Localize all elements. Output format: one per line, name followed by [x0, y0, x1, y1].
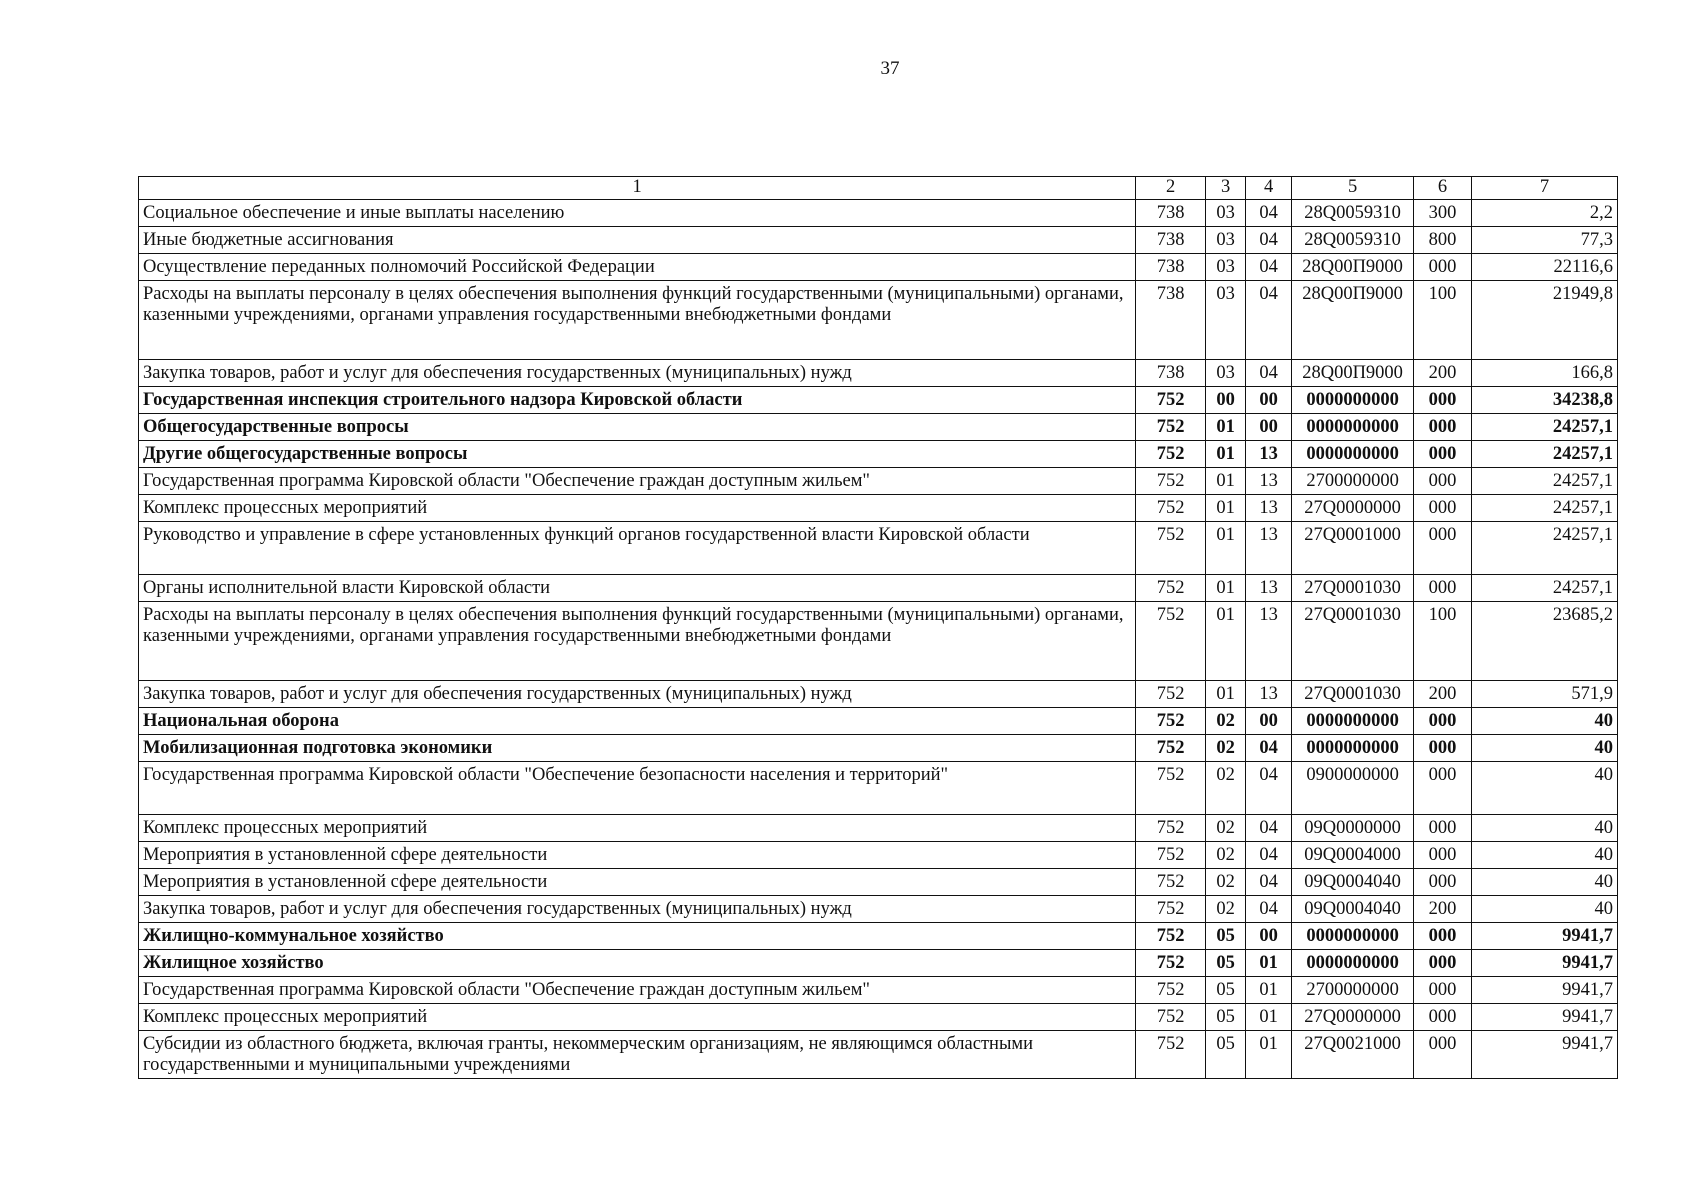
header-cell-5: 5	[1292, 177, 1414, 200]
header-cell-3: 3	[1206, 177, 1246, 200]
row-ministry-code: 752	[1136, 468, 1206, 495]
row-ministry-code: 752	[1136, 441, 1206, 468]
row-ministry-code: 738	[1136, 360, 1206, 387]
row-section-code: 01	[1206, 602, 1246, 681]
row-section-code: 02	[1206, 842, 1246, 869]
row-subsection-code: 01	[1246, 1031, 1292, 1079]
row-subsection-code: 13	[1246, 522, 1292, 575]
row-name: Социальное обеспечение и иные выплаты населению	[139, 200, 1136, 227]
row-section-code: 03	[1206, 281, 1246, 360]
table-row	[139, 575, 1618, 602]
row-expense-type: 000	[1414, 923, 1472, 950]
row-name: Закупка товаров, работ и услуг для обеспечения государственных (муниципальных) нужд	[139, 360, 1136, 387]
row-expense-type: 000	[1414, 950, 1472, 977]
row-ministry-code: 752	[1136, 950, 1206, 977]
row-expense-type: 000	[1414, 869, 1472, 896]
row-section-code: 01	[1206, 681, 1246, 708]
row-target-code: 28Q0059310	[1292, 200, 1414, 227]
row-ministry-code: 752	[1136, 1004, 1206, 1031]
row-target-code: 0900000000	[1292, 762, 1414, 815]
row-subsection-code: 04	[1246, 360, 1292, 387]
row-expense-type: 000	[1414, 575, 1472, 602]
row-subsection-code: 04	[1246, 896, 1292, 923]
row-name: Национальная оборона	[139, 708, 1136, 735]
row-ministry-code: 752	[1136, 896, 1206, 923]
row-amount: 40	[1472, 842, 1618, 869]
row-expense-type: 000	[1414, 708, 1472, 735]
row-expense-type: 000	[1414, 468, 1472, 495]
row-ministry-code: 752	[1136, 681, 1206, 708]
row-name: Мобилизационная подготовка экономики	[139, 735, 1136, 762]
row-expense-type: 000	[1414, 441, 1472, 468]
row-subsection-code: 13	[1246, 495, 1292, 522]
row-name: Закупка товаров, работ и услуг для обеспечения государственных (муниципальных) нужд	[139, 681, 1136, 708]
row-amount: 571,9	[1472, 681, 1618, 708]
row-target-code: 0000000000	[1292, 441, 1414, 468]
table-row	[139, 735, 1618, 762]
row-subsection-code: 04	[1246, 254, 1292, 281]
row-target-code: 28Q0059310	[1292, 227, 1414, 254]
row-amount: 34238,8	[1472, 387, 1618, 414]
row-amount: 22116,6	[1472, 254, 1618, 281]
header-cell-2: 2	[1136, 177, 1206, 200]
table-row	[139, 708, 1618, 735]
row-subsection-code: 13	[1246, 602, 1292, 681]
row-amount: 40	[1472, 735, 1618, 762]
row-amount: 24257,1	[1472, 495, 1618, 522]
row-target-code: 0000000000	[1292, 414, 1414, 441]
row-amount: 21949,8	[1472, 281, 1618, 360]
row-target-code: 27Q0021000	[1292, 1031, 1414, 1079]
row-subsection-code: 13	[1246, 468, 1292, 495]
row-expense-type: 000	[1414, 414, 1472, 441]
header-row	[139, 177, 1618, 200]
table-row	[139, 227, 1618, 254]
table-row	[139, 468, 1618, 495]
row-ministry-code: 738	[1136, 227, 1206, 254]
row-target-code: 2700000000	[1292, 468, 1414, 495]
row-section-code: 01	[1206, 414, 1246, 441]
row-expense-type: 200	[1414, 360, 1472, 387]
row-subsection-code: 04	[1246, 815, 1292, 842]
row-name: Жилищно-коммунальное хозяйство	[139, 923, 1136, 950]
table-row	[139, 896, 1618, 923]
row-ministry-code: 752	[1136, 977, 1206, 1004]
row-amount: 9941,7	[1472, 950, 1618, 977]
table-row	[139, 441, 1618, 468]
row-name: Комплекс процессных мероприятий	[139, 815, 1136, 842]
row-ministry-code: 752	[1136, 522, 1206, 575]
table-row	[139, 842, 1618, 869]
table-row	[139, 950, 1618, 977]
row-section-code: 03	[1206, 254, 1246, 281]
header-cell-1: 1	[139, 177, 1136, 200]
table-row	[139, 495, 1618, 522]
row-ministry-code: 752	[1136, 708, 1206, 735]
row-target-code: 28Q00П9000	[1292, 254, 1414, 281]
row-target-code: 2700000000	[1292, 977, 1414, 1004]
row-section-code: 05	[1206, 950, 1246, 977]
row-target-code: 27Q0001030	[1292, 602, 1414, 681]
table-row	[139, 762, 1618, 815]
header-cell-6: 6	[1414, 177, 1472, 200]
row-expense-type: 000	[1414, 735, 1472, 762]
row-target-code: 09Q0004000	[1292, 842, 1414, 869]
row-subsection-code: 01	[1246, 950, 1292, 977]
row-subsection-code: 13	[1246, 681, 1292, 708]
row-name: Мероприятия в установленной сфере деятельности	[139, 842, 1136, 869]
row-ministry-code: 752	[1136, 923, 1206, 950]
row-expense-type: 000	[1414, 815, 1472, 842]
row-expense-type: 200	[1414, 681, 1472, 708]
row-name: Мероприятия в установленной сфере деятельности	[139, 869, 1136, 896]
row-amount: 40	[1472, 815, 1618, 842]
header-cell-4: 4	[1246, 177, 1292, 200]
row-target-code: 09Q0000000	[1292, 815, 1414, 842]
row-subsection-code: 00	[1246, 414, 1292, 441]
row-amount: 77,3	[1472, 227, 1618, 254]
row-section-code: 03	[1206, 360, 1246, 387]
table-row	[139, 200, 1618, 227]
row-target-code: 09Q0004040	[1292, 896, 1414, 923]
row-amount: 166,8	[1472, 360, 1618, 387]
row-name: Закупка товаров, работ и услуг для обеспечения государственных (муниципальных) нужд	[139, 896, 1136, 923]
row-subsection-code: 13	[1246, 441, 1292, 468]
row-amount: 24257,1	[1472, 468, 1618, 495]
row-target-code: 0000000000	[1292, 735, 1414, 762]
row-expense-type: 300	[1414, 200, 1472, 227]
row-subsection-code: 00	[1246, 387, 1292, 414]
row-expense-type: 000	[1414, 842, 1472, 869]
row-expense-type: 000	[1414, 1004, 1472, 1031]
table-body	[139, 200, 1618, 1079]
table-row	[139, 681, 1618, 708]
row-expense-type: 800	[1414, 227, 1472, 254]
row-subsection-code: 13	[1246, 575, 1292, 602]
table-row	[139, 281, 1618, 360]
row-section-code: 01	[1206, 575, 1246, 602]
row-target-code: 0000000000	[1292, 708, 1414, 735]
table-row	[139, 1004, 1618, 1031]
row-amount: 9941,7	[1472, 1031, 1618, 1079]
row-target-code: 0000000000	[1292, 387, 1414, 414]
header-cell-7: 7	[1472, 177, 1618, 200]
table-row	[139, 869, 1618, 896]
row-target-code: 0000000000	[1292, 950, 1414, 977]
row-subsection-code: 01	[1246, 1004, 1292, 1031]
row-target-code: 27Q0001030	[1292, 575, 1414, 602]
row-name: Комплекс процессных мероприятий	[139, 1004, 1136, 1031]
row-section-code: 02	[1206, 896, 1246, 923]
row-expense-type: 000	[1414, 762, 1472, 815]
row-name: Комплекс процессных мероприятий	[139, 495, 1136, 522]
page-number: 37	[880, 58, 900, 79]
row-target-code: 28Q00П9000	[1292, 360, 1414, 387]
row-ministry-code: 752	[1136, 842, 1206, 869]
row-ministry-code: 752	[1136, 815, 1206, 842]
row-ministry-code: 738	[1136, 254, 1206, 281]
row-expense-type: 100	[1414, 602, 1472, 681]
row-name: Расходы на выплаты персоналу в целях обеспечения выполнения функций государственными (муниципальными) органами, казенными учреждениями, органами управления государственными внебюджетными фондами	[139, 602, 1136, 681]
row-amount: 40	[1472, 869, 1618, 896]
row-name: Расходы на выплаты персоналу в целях обеспечения выполнения функций государственными (муниципальными) органами, казенными учреждениями, органами управления государственными внебюджетными фондами	[139, 281, 1136, 360]
row-ministry-code: 752	[1136, 869, 1206, 896]
table-row	[139, 387, 1618, 414]
table-row	[139, 360, 1618, 387]
row-subsection-code: 00	[1246, 708, 1292, 735]
row-section-code: 03	[1206, 227, 1246, 254]
row-amount: 24257,1	[1472, 441, 1618, 468]
budget-table	[138, 176, 1618, 1079]
row-section-code: 01	[1206, 495, 1246, 522]
row-ministry-code: 752	[1136, 495, 1206, 522]
row-section-code: 05	[1206, 1031, 1246, 1079]
row-name: Осуществление переданных полномочий Российской Федерации	[139, 254, 1136, 281]
row-expense-type: 000	[1414, 387, 1472, 414]
row-subsection-code: 04	[1246, 869, 1292, 896]
table-row	[139, 414, 1618, 441]
row-name: Руководство и управление в сфере установленных функций органов государственной власти Кировской области	[139, 522, 1136, 575]
row-section-code: 02	[1206, 815, 1246, 842]
table-row	[139, 923, 1618, 950]
row-name: Государственная инспекция строительного надзора Кировской области	[139, 387, 1136, 414]
table-row	[139, 1031, 1618, 1079]
row-amount: 9941,7	[1472, 977, 1618, 1004]
row-section-code: 00	[1206, 387, 1246, 414]
row-subsection-code: 04	[1246, 227, 1292, 254]
row-ministry-code: 738	[1136, 200, 1206, 227]
row-target-code: 27Q0001000	[1292, 522, 1414, 575]
row-amount: 23685,2	[1472, 602, 1618, 681]
table-row	[139, 815, 1618, 842]
row-name: Общегосударственные вопросы	[139, 414, 1136, 441]
row-expense-type: 000	[1414, 254, 1472, 281]
row-name: Государственная программа Кировской области "Обеспечение граждан доступным жильем"	[139, 468, 1136, 495]
row-section-code: 05	[1206, 1004, 1246, 1031]
row-amount: 40	[1472, 896, 1618, 923]
row-expense-type: 000	[1414, 495, 1472, 522]
row-section-code: 02	[1206, 762, 1246, 815]
row-subsection-code: 04	[1246, 200, 1292, 227]
row-name: Иные бюджетные ассигнования	[139, 227, 1136, 254]
row-name: Другие общегосударственные вопросы	[139, 441, 1136, 468]
row-target-code: 27Q0001030	[1292, 681, 1414, 708]
table-row	[139, 522, 1618, 575]
row-section-code: 02	[1206, 708, 1246, 735]
row-amount: 40	[1472, 762, 1618, 815]
row-section-code: 03	[1206, 200, 1246, 227]
row-expense-type: 200	[1414, 896, 1472, 923]
row-ministry-code: 738	[1136, 281, 1206, 360]
row-subsection-code: 04	[1246, 842, 1292, 869]
row-section-code: 01	[1206, 441, 1246, 468]
row-name: Государственная программа Кировской области "Обеспечение граждан доступным жильем"	[139, 977, 1136, 1004]
row-subsection-code: 04	[1246, 281, 1292, 360]
row-target-code: 27Q0000000	[1292, 495, 1414, 522]
row-amount: 24257,1	[1472, 575, 1618, 602]
row-section-code: 02	[1206, 735, 1246, 762]
row-amount: 9941,7	[1472, 923, 1618, 950]
row-expense-type: 000	[1414, 1031, 1472, 1079]
row-name: Государственная программа Кировской области "Обеспечение безопасности населения и территорий"	[139, 762, 1136, 815]
row-name: Органы исполнительной власти Кировской области	[139, 575, 1136, 602]
row-amount: 24257,1	[1472, 414, 1618, 441]
row-expense-type: 000	[1414, 977, 1472, 1004]
row-target-code: 28Q00П9000	[1292, 281, 1414, 360]
row-ministry-code: 752	[1136, 387, 1206, 414]
row-ministry-code: 752	[1136, 735, 1206, 762]
row-ministry-code: 752	[1136, 414, 1206, 441]
row-expense-type: 100	[1414, 281, 1472, 360]
row-section-code: 01	[1206, 522, 1246, 575]
row-section-code: 05	[1206, 977, 1246, 1004]
row-section-code: 02	[1206, 869, 1246, 896]
row-section-code: 05	[1206, 923, 1246, 950]
row-expense-type: 000	[1414, 522, 1472, 575]
row-section-code: 01	[1206, 468, 1246, 495]
row-amount: 24257,1	[1472, 522, 1618, 575]
row-amount: 40	[1472, 708, 1618, 735]
row-ministry-code: 752	[1136, 575, 1206, 602]
row-name: Субсидии из областного бюджета, включая гранты, некоммерческим организациям, не являющимся областными государственными и муниципальными учреждениями	[139, 1031, 1136, 1079]
table-row	[139, 254, 1618, 281]
table-row	[139, 977, 1618, 1004]
table-row	[139, 602, 1618, 681]
row-ministry-code: 752	[1136, 1031, 1206, 1079]
row-amount: 9941,7	[1472, 1004, 1618, 1031]
row-target-code: 09Q0004040	[1292, 869, 1414, 896]
row-subsection-code: 04	[1246, 762, 1292, 815]
row-target-code: 27Q0000000	[1292, 1004, 1414, 1031]
row-amount: 2,2	[1472, 200, 1618, 227]
row-name: Жилищное хозяйство	[139, 950, 1136, 977]
row-subsection-code: 01	[1246, 977, 1292, 1004]
row-subsection-code: 00	[1246, 923, 1292, 950]
row-ministry-code: 752	[1136, 762, 1206, 815]
row-subsection-code: 04	[1246, 735, 1292, 762]
row-ministry-code: 752	[1136, 602, 1206, 681]
row-target-code: 0000000000	[1292, 923, 1414, 950]
